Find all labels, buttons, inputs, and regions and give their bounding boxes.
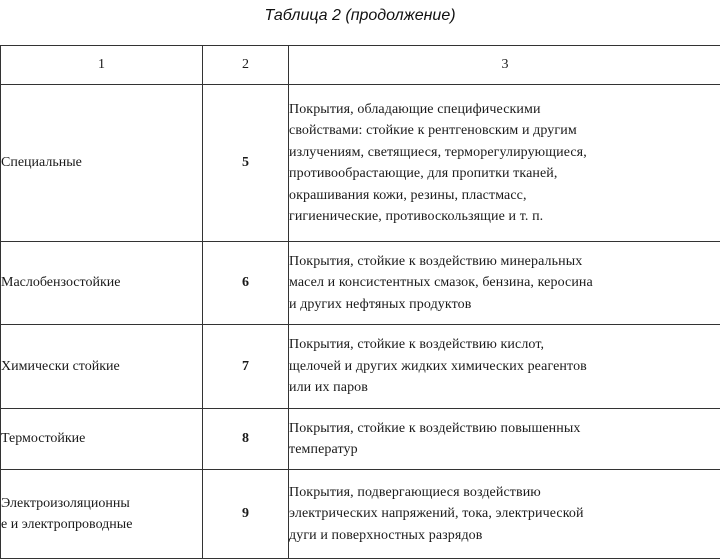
coating-type-name: Химически стойкие bbox=[1, 356, 202, 378]
coating-type-cell bbox=[1, 409, 203, 470]
coating-number: 8 bbox=[203, 409, 289, 470]
description-line: Покрытия, стойкие к воздействию повышенных bbox=[289, 418, 720, 440]
coating-type-name: Специальные bbox=[1, 152, 202, 174]
table-row bbox=[1, 470, 720, 559]
description-line: масел и консистентных смазок, бензина, керосина bbox=[289, 272, 720, 294]
header-col-2: 2 bbox=[203, 46, 289, 85]
table-caption: Таблица 2 (продолжение) bbox=[0, 7, 720, 25]
coatings-table bbox=[0, 45, 720, 559]
description-line: излучениям, светящиеся, терморегулирующиеся, bbox=[289, 142, 720, 164]
coating-type-name: Термостойкие bbox=[1, 428, 202, 450]
description-line: и других нефтяных продуктов bbox=[289, 294, 720, 316]
coating-description bbox=[289, 85, 720, 242]
description-line: температур bbox=[289, 439, 720, 461]
description-line: противообрастающие, для пропитки тканей, bbox=[289, 163, 720, 185]
description-line: свойствами: стойкие к рентгеновским и другим bbox=[289, 120, 720, 142]
coating-number: 7 bbox=[203, 325, 289, 409]
description-line: гигиенические, противоскользящие и т. п. bbox=[289, 206, 720, 228]
coating-type-name: е и электропроводные bbox=[1, 514, 202, 536]
description-line: Покрытия, стойкие к воздействию минеральных bbox=[289, 251, 720, 273]
table-header-row bbox=[1, 46, 720, 85]
coating-type-cell bbox=[1, 325, 203, 409]
coating-description bbox=[289, 242, 720, 325]
coating-number: 9 bbox=[203, 470, 289, 559]
description-line: Покрытия, обладающие специфическими bbox=[289, 99, 720, 121]
coating-type-name: Маслобензостойкие bbox=[1, 272, 202, 294]
coating-number: 6 bbox=[203, 242, 289, 325]
coating-type-name: Электроизоляционны bbox=[1, 493, 202, 515]
description-line: Покрытия, стойкие к воздействию кислот, bbox=[289, 334, 720, 356]
description-line: или их паров bbox=[289, 377, 720, 399]
coating-type-cell bbox=[1, 470, 203, 559]
description-line: окрашивания кожи, резины, пластмасс, bbox=[289, 185, 720, 207]
header-col-3: 3 bbox=[289, 46, 720, 85]
coating-description bbox=[289, 409, 720, 470]
header-col-1: 1 bbox=[1, 46, 203, 85]
coating-description bbox=[289, 470, 720, 559]
description-line: Покрытия, подвергающиеся воздействию bbox=[289, 482, 720, 504]
coating-type-cell bbox=[1, 242, 203, 325]
description-line: щелочей и других жидких химических реагентов bbox=[289, 356, 720, 378]
coating-number: 5 bbox=[203, 85, 289, 242]
description-line: электрических напряжений, тока, электрической bbox=[289, 503, 720, 525]
description-line: дуги и поверхностных разрядов bbox=[289, 525, 720, 547]
coating-type-cell bbox=[1, 85, 203, 242]
table-row bbox=[1, 85, 720, 242]
table-row bbox=[1, 325, 720, 409]
coating-description bbox=[289, 325, 720, 409]
table-row bbox=[1, 409, 720, 470]
table-row bbox=[1, 242, 720, 325]
